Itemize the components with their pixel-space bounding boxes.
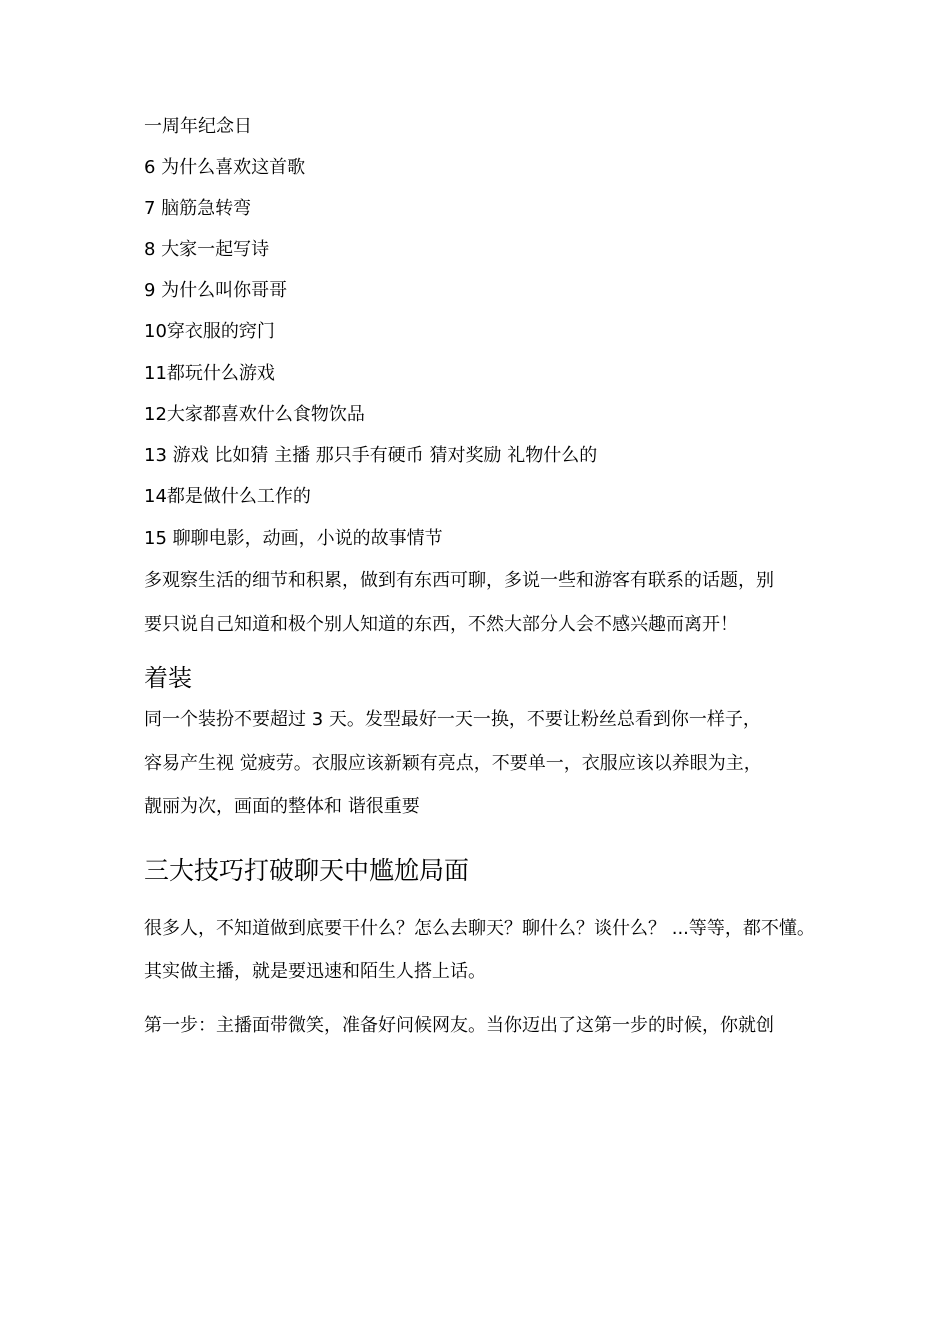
skills-heading: 三大技巧打破聊天中尴尬局面 — [144, 856, 470, 885]
dress-line-1: 同一个装扮不要超过 3 天。发型最好一天一换，不要让粉丝总看到你一样子， — [144, 709, 761, 730]
skills-step-1: 第一步：主播面带微笑，准备好问候网友。当你迈出了这第一步的时候，你就创 — [144, 1015, 774, 1036]
list-item-12: 12大家都喜欢什么食物饮品 — [144, 404, 365, 425]
list-item-13: 13 游戏 比如猜 主播 那只手有硬币 猜对奖励 礼物什么的 — [144, 445, 598, 466]
advice-line-1: 多观察生活的细节和积累，做到有东西可聊，多说一些和游客有联系的话题，别 — [144, 570, 774, 591]
list-item-8: 8 大家一起写诗 — [144, 239, 270, 260]
skills-paragraph-line-2: 其实做主播，就是要迅速和陌生人搭上话。 — [144, 961, 486, 982]
list-item-6: 6 为什么喜欢这首歌 — [144, 157, 306, 178]
dress-line-2: 容易产生视 觉疲劳。衣服应该新颖有亮点，不要单一，衣服应该以养眼为主， — [144, 753, 762, 774]
advice-line-2: 要只说自己知道和极个别人知道的东西，不然大部分人会不感兴趣而离开！ — [144, 614, 738, 635]
dress-heading: 着装 — [144, 664, 192, 692]
skills-paragraph-line-1: 很多人，不知道做到底要干什么？怎么去聊天？聊什么？谈什么？ ...等等，都不懂。 — [144, 918, 815, 939]
list-item-anniversary: 一周年纪念日 — [144, 116, 252, 137]
dress-line-3: 靓丽为次，画面的整体和 谐很重要 — [144, 796, 420, 817]
list-item-7: 7 脑筋急转弯 — [144, 198, 252, 219]
list-item-10: 10穿衣服的窍门 — [144, 321, 275, 342]
list-item-9: 9 为什么叫你哥哥 — [144, 280, 288, 301]
list-item-15: 15 聊聊电影，动画，小说的故事情节 — [144, 528, 443, 549]
list-item-11: 11都玩什么游戏 — [144, 363, 275, 384]
list-item-14: 14都是做什么工作的 — [144, 486, 311, 507]
